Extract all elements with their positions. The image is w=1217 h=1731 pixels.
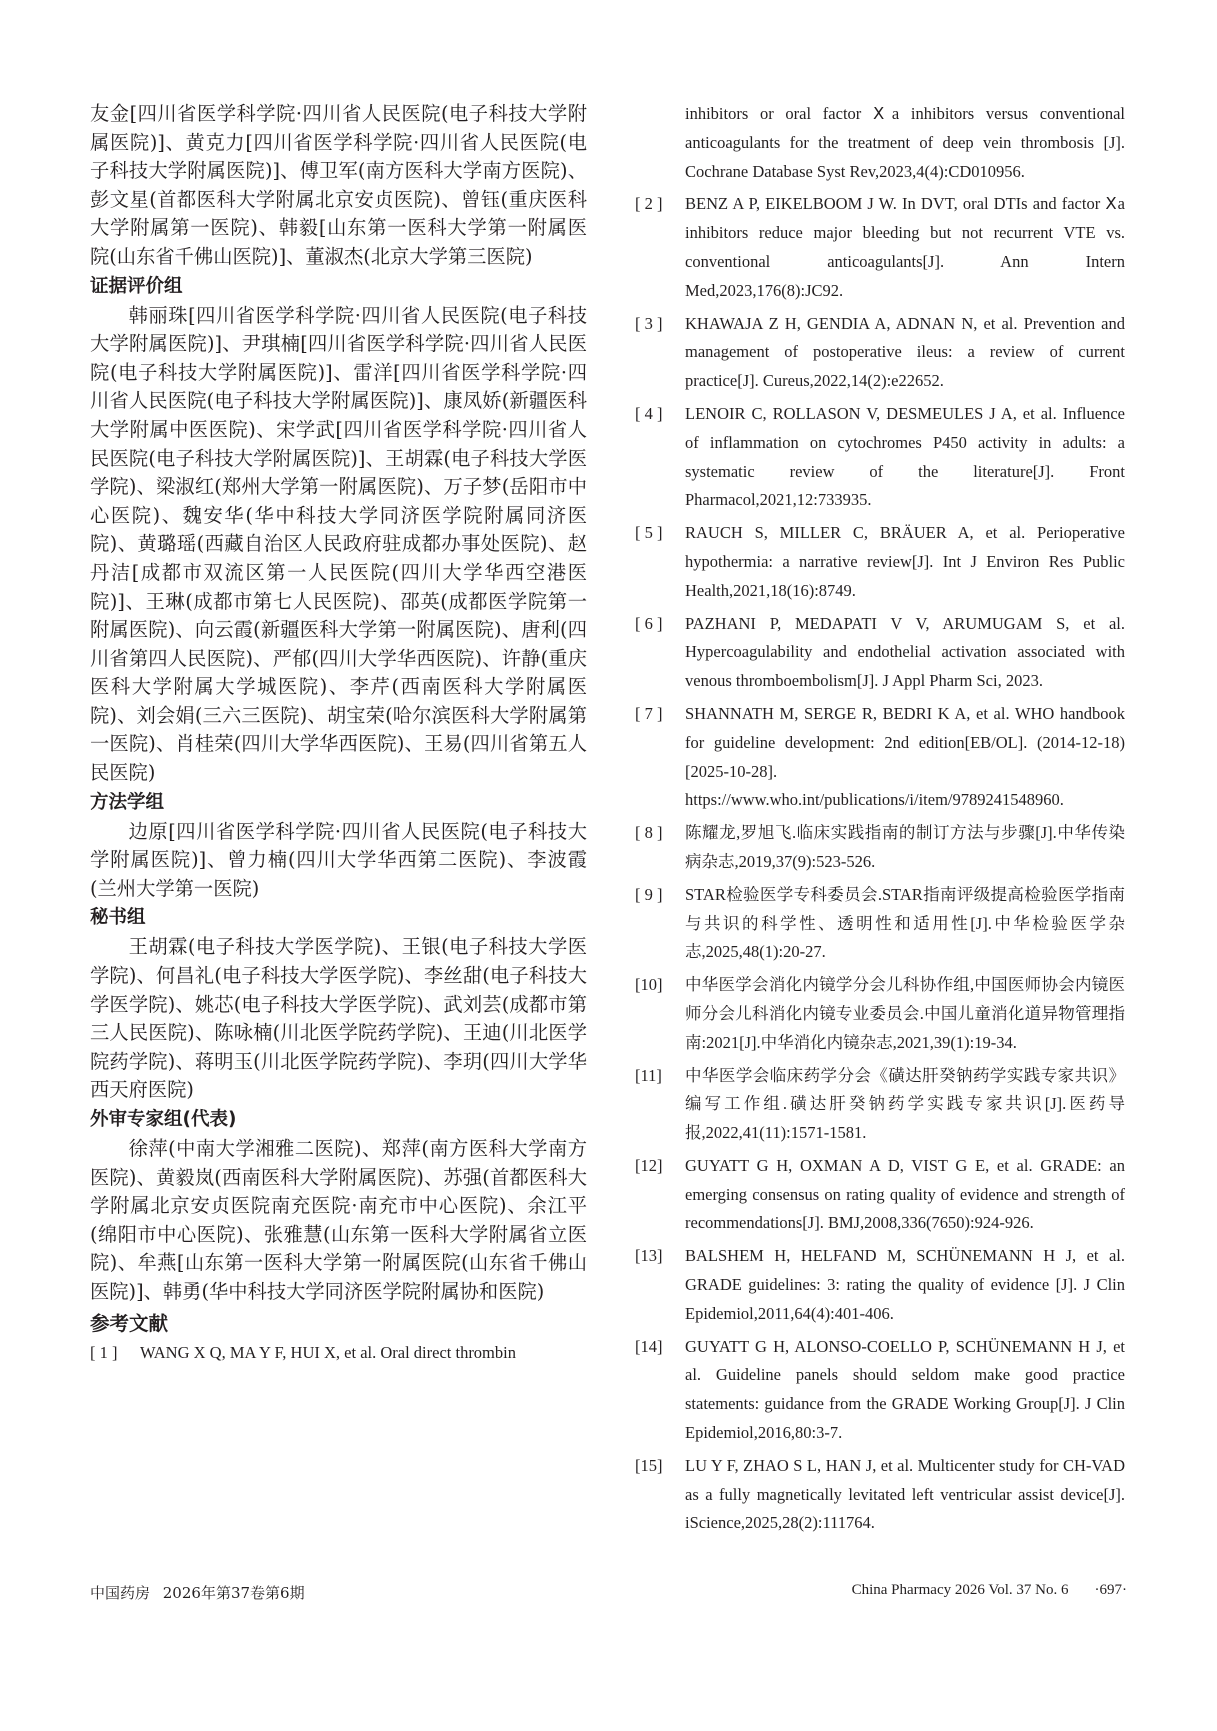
reference-text: LU Y F, ZHAO S L, HAN J, et al. Multicenter study for CH-VAD as a fully magnetically levitated left ventricular assist device[J]. iScience,2025,28(2):111764.	[685, 1455, 1125, 1533]
reference-item	[635, 819, 1125, 877]
reference-number: [ 1 ]	[90, 1342, 118, 1362]
reference-item	[635, 1452, 1125, 1538]
reference-item	[90, 1339, 587, 1368]
reference-number: [14]	[635, 1336, 663, 1356]
reference-text: inhibitors or oral factor Ⅹa inhibitors versus conventional anticoagulants for the treatment of deep vein thrombosis [J]. Cochrane Database Syst Rev,2023,4(4):CD010956.	[685, 104, 1125, 181]
reference-item	[635, 1242, 1125, 1328]
reference-number: [12]	[635, 1155, 663, 1175]
reference-number: [13]	[635, 1246, 663, 1266]
reference-number: [ 6 ]	[635, 613, 663, 633]
reference-text: BENZ A P, EIKELBOOM J W. In DVT, oral DTIs and factor Ⅹa inhibitors reduce major bleeding but not recurrent VTE vs. conventional anticoagulants[J]. Ann Intern Med,2023,176(8):JC92.	[685, 194, 1125, 300]
reference-text: GUYATT G H, ALONSO-COELLO P, SCHÜNEMANN H J, et al. Guideline panels should seldom make good practice statements: guidance from the GRADE Working Group[J]. J Clin Epidemiol,2016,80:3-7.	[685, 1336, 1125, 1443]
reference-number: [ 5 ]	[635, 523, 663, 543]
reference-number: [11]	[635, 1065, 662, 1085]
reference-text: 陈耀龙,罗旭飞.临床实践指南的制订方法与步骤[J].中华传染病杂志,2019,37(9):523-526.	[685, 823, 1125, 871]
section-body-secretariat: 王胡霖(电子科技大学医学院)、王银(电子科技大学医学院)、何昌礼(电子科技大学医学院)、李丝甜(电子科技大学医学院)、姚芯(电子科技大学医学院)、武刘芸(成都市第三人民医院)、陈咏楠(川北医学院药学院)、王迪(川北医学院药学院)、蒋明玉(川北医学院药学院)、李玥(四川大学华西天府医院)	[90, 935, 587, 1102]
reference-item	[635, 1333, 1125, 1448]
reference-item	[635, 971, 1125, 1057]
reference-item	[635, 1152, 1125, 1238]
reference-text: GUYATT G H, OXMAN A D, VIST G E, et al. GRADE: an emerging consensus on rating quality of evidence and strength of recommendations[J]. BMJ,2008,336(7650):924-926.	[685, 1155, 1125, 1233]
reference-item	[635, 310, 1125, 396]
reference-text: RAUCH S, MILLER C, BRÄUER A, et al. Perioperative hypothermia: a narrative review[J]. Int J Environ Res Public Health,2021,18(16):8749.	[685, 523, 1125, 600]
reference-text: LENOIR C, ROLLASON V, DESMEULES J A, et al. Influence of inflammation on cytochromes P450 activity in adults: a systematic review of the literature[J]. Front Pharmacol,2021,12:733935.	[685, 403, 1125, 510]
reference-item	[635, 610, 1125, 696]
reference-continuation	[635, 100, 1125, 186]
reference-text: SHANNATH M, SERGE R, BEDRI K A, et al. WHO handbook for guideline development: 2nd edition[EB/OL]. (2014-12-18)[2025-10-28]. https://www.who.int/publications/i/item/9789241548960.	[685, 703, 1125, 810]
reference-text: BALSHEM H, HELFAND M, SCHÜNEMANN H J, et al. GRADE guidelines: 3: rating the quality of evidence [J]. J Clin Epidemiol,2011,64(4):401-406.	[685, 1246, 1125, 1323]
reference-number: [10]	[635, 975, 663, 995]
reference-item	[635, 190, 1125, 305]
group-member-continuation: 友金[四川省医学科学院·四川省人民医院(电子科技大学附属医院)]、黄克力[四川省医学科学院·四川省人民医院(电子科技大学附属医院)]、傅卫军(南方医科大学南方医院)、彭文星(首都医科大学附属北京安贞医院)、曾钰(重庆医科大学附属第一医院)、韩毅[山东第一医科大学第一附属医院(山东省千佛山医院)]、董淑杰(北京大学第三医院)	[90, 102, 587, 268]
reference-list	[635, 190, 1125, 1538]
reference-text: KHAWAJA Z H, GENDIA A, ADNAN N, et al. Prevention and management of postoperative ileus: a review of current practice[J]. Cureus,2022,14(2):e22652.	[685, 313, 1125, 391]
reference-number: [15]	[635, 1455, 663, 1475]
page-number: ·697·	[1094, 1582, 1127, 1598]
section-heading-evidence: 证据评价组	[90, 275, 183, 297]
right-column	[635, 100, 1125, 1542]
section-heading-secretariat: 秘书组	[90, 907, 146, 929]
reference-number: [ 3 ]	[635, 313, 663, 333]
reference-number: [ 7 ]	[635, 703, 663, 723]
reference-item	[635, 1062, 1125, 1148]
reference-number: [ 9 ]	[635, 884, 663, 904]
left-column	[90, 100, 587, 1371]
reference-text: 中华医学会消化内镜学分会儿科协作组,中国医师协会内镜医师分会儿科消化内镜专业委员会.中国儿童消化道异物管理指南:2021[J].中华消化内镜杂志,2021,39(1):19-34.	[685, 975, 1125, 1052]
reference-item	[635, 519, 1125, 605]
references-heading: 参考文献	[90, 1311, 169, 1335]
reference-item	[635, 400, 1125, 515]
reference-item	[635, 881, 1125, 967]
section-heading-methodology: 方法学组	[90, 791, 165, 813]
reference-number: [ 8 ]	[635, 823, 663, 843]
reference-text: PAZHANI P, MEDAPATI V V, ARUMUGAM S, et al. Hypercoagulability and endothelial activation associated with venous thromboembolism[J]. J Appl Pharm Sci, 2023.	[685, 613, 1125, 691]
reference-text: 中华医学会临床药学分会《磺达肝癸钠药学实践专家共识》编写工作组.磺达肝癸钠药学实践专家共识[J].医药导报,2022,41(11):1571-1581.	[685, 1065, 1125, 1143]
journal-footer-english	[826, 1582, 1127, 1599]
journal-issue-english: China Pharmacy 2026 Vol. 37 No. 6	[851, 1582, 1069, 1598]
section-body-methodology: 边原[四川省医学科学院·四川省人民医院(电子科技大学附属医院)]、曾力楠(四川大学华西第二医院)、李波霞(兰州大学第一医院)	[90, 819, 587, 900]
reference-text: WANG X Q, MA Y F, HUI X, et al. Oral direct thrombin	[140, 1342, 516, 1362]
section-body-evidence: 韩丽珠[四川省医学科学院·四川省人民医院(电子科技大学附属医院)]、尹琪楠[四川省医学科学院·四川省人民医院(电子科技大学附属医院)]、雷洋[四川省医学科学院·四川省人民医院(电子科技大学附属医院)]、康凤娇(新疆医科大学附属中医医院)、宋学武[四川省医学科学院·四川省人民医院(电子科技大学附属医院)]、王胡霖(电子科技大学医学院)、梁淑红(郑州大学第一附属医院)、万子梦(岳阳市中心医院)、魏安华(华中科技大学同济医学院附属同济医院)、黄璐瑶(西藏自治区人民政府驻成都办事处医院)、赵丹洁[成都市双流区第一人民医院(四川大学华西空港医院)]、王琳(成都市第七人民医院)、邵英(成都医学院第一附属医院)、向云霞(新疆医科大学第一附属医院)、唐利(四川省第四人民医院)、严郁(四川大学华西医院)、许静(重庆医科大学附属大学城医院)、李芹(西南医科大学附属医院)、刘会娟(三六三医院)、胡宝荣(哈尔滨医科大学附属第一医院)、肖桂荣(四川大学华西医院)、王易(四川省第五人民医院)	[90, 303, 587, 785]
reference-text: STAR检验医学专科委员会.STAR指南评级提高检验医学指南与共识的科学性、透明性和适用性[J].中华检验医学杂志,2025,48(1):20-27.	[685, 884, 1125, 962]
reference-item	[635, 700, 1125, 815]
reference-number: [ 2 ]	[635, 194, 663, 214]
reference-number: [ 4 ]	[635, 403, 663, 423]
section-heading-external-review: 外审专家组(代表)	[90, 1109, 237, 1130]
journal-footer: 中国药房 2026年第37卷第6期	[90, 1584, 305, 1602]
section-body-external-review: 徐萍(中南大学湘雅二医院)、郑萍(南方医科大学南方医院)、黄毅岚(西南医科大学附属医院)、苏强(首都医科大学附属北京安贞医院南充医院·南充市中心医院)、余江平(绵阳市中心医院)、张雅慧(山东第一医科大学附属省立医院)、牟燕[山东第一医科大学第一附属医院(山东省千佛山医院)]、韩勇(华中科技大学同济医学院附属协和医院)	[90, 1137, 587, 1303]
